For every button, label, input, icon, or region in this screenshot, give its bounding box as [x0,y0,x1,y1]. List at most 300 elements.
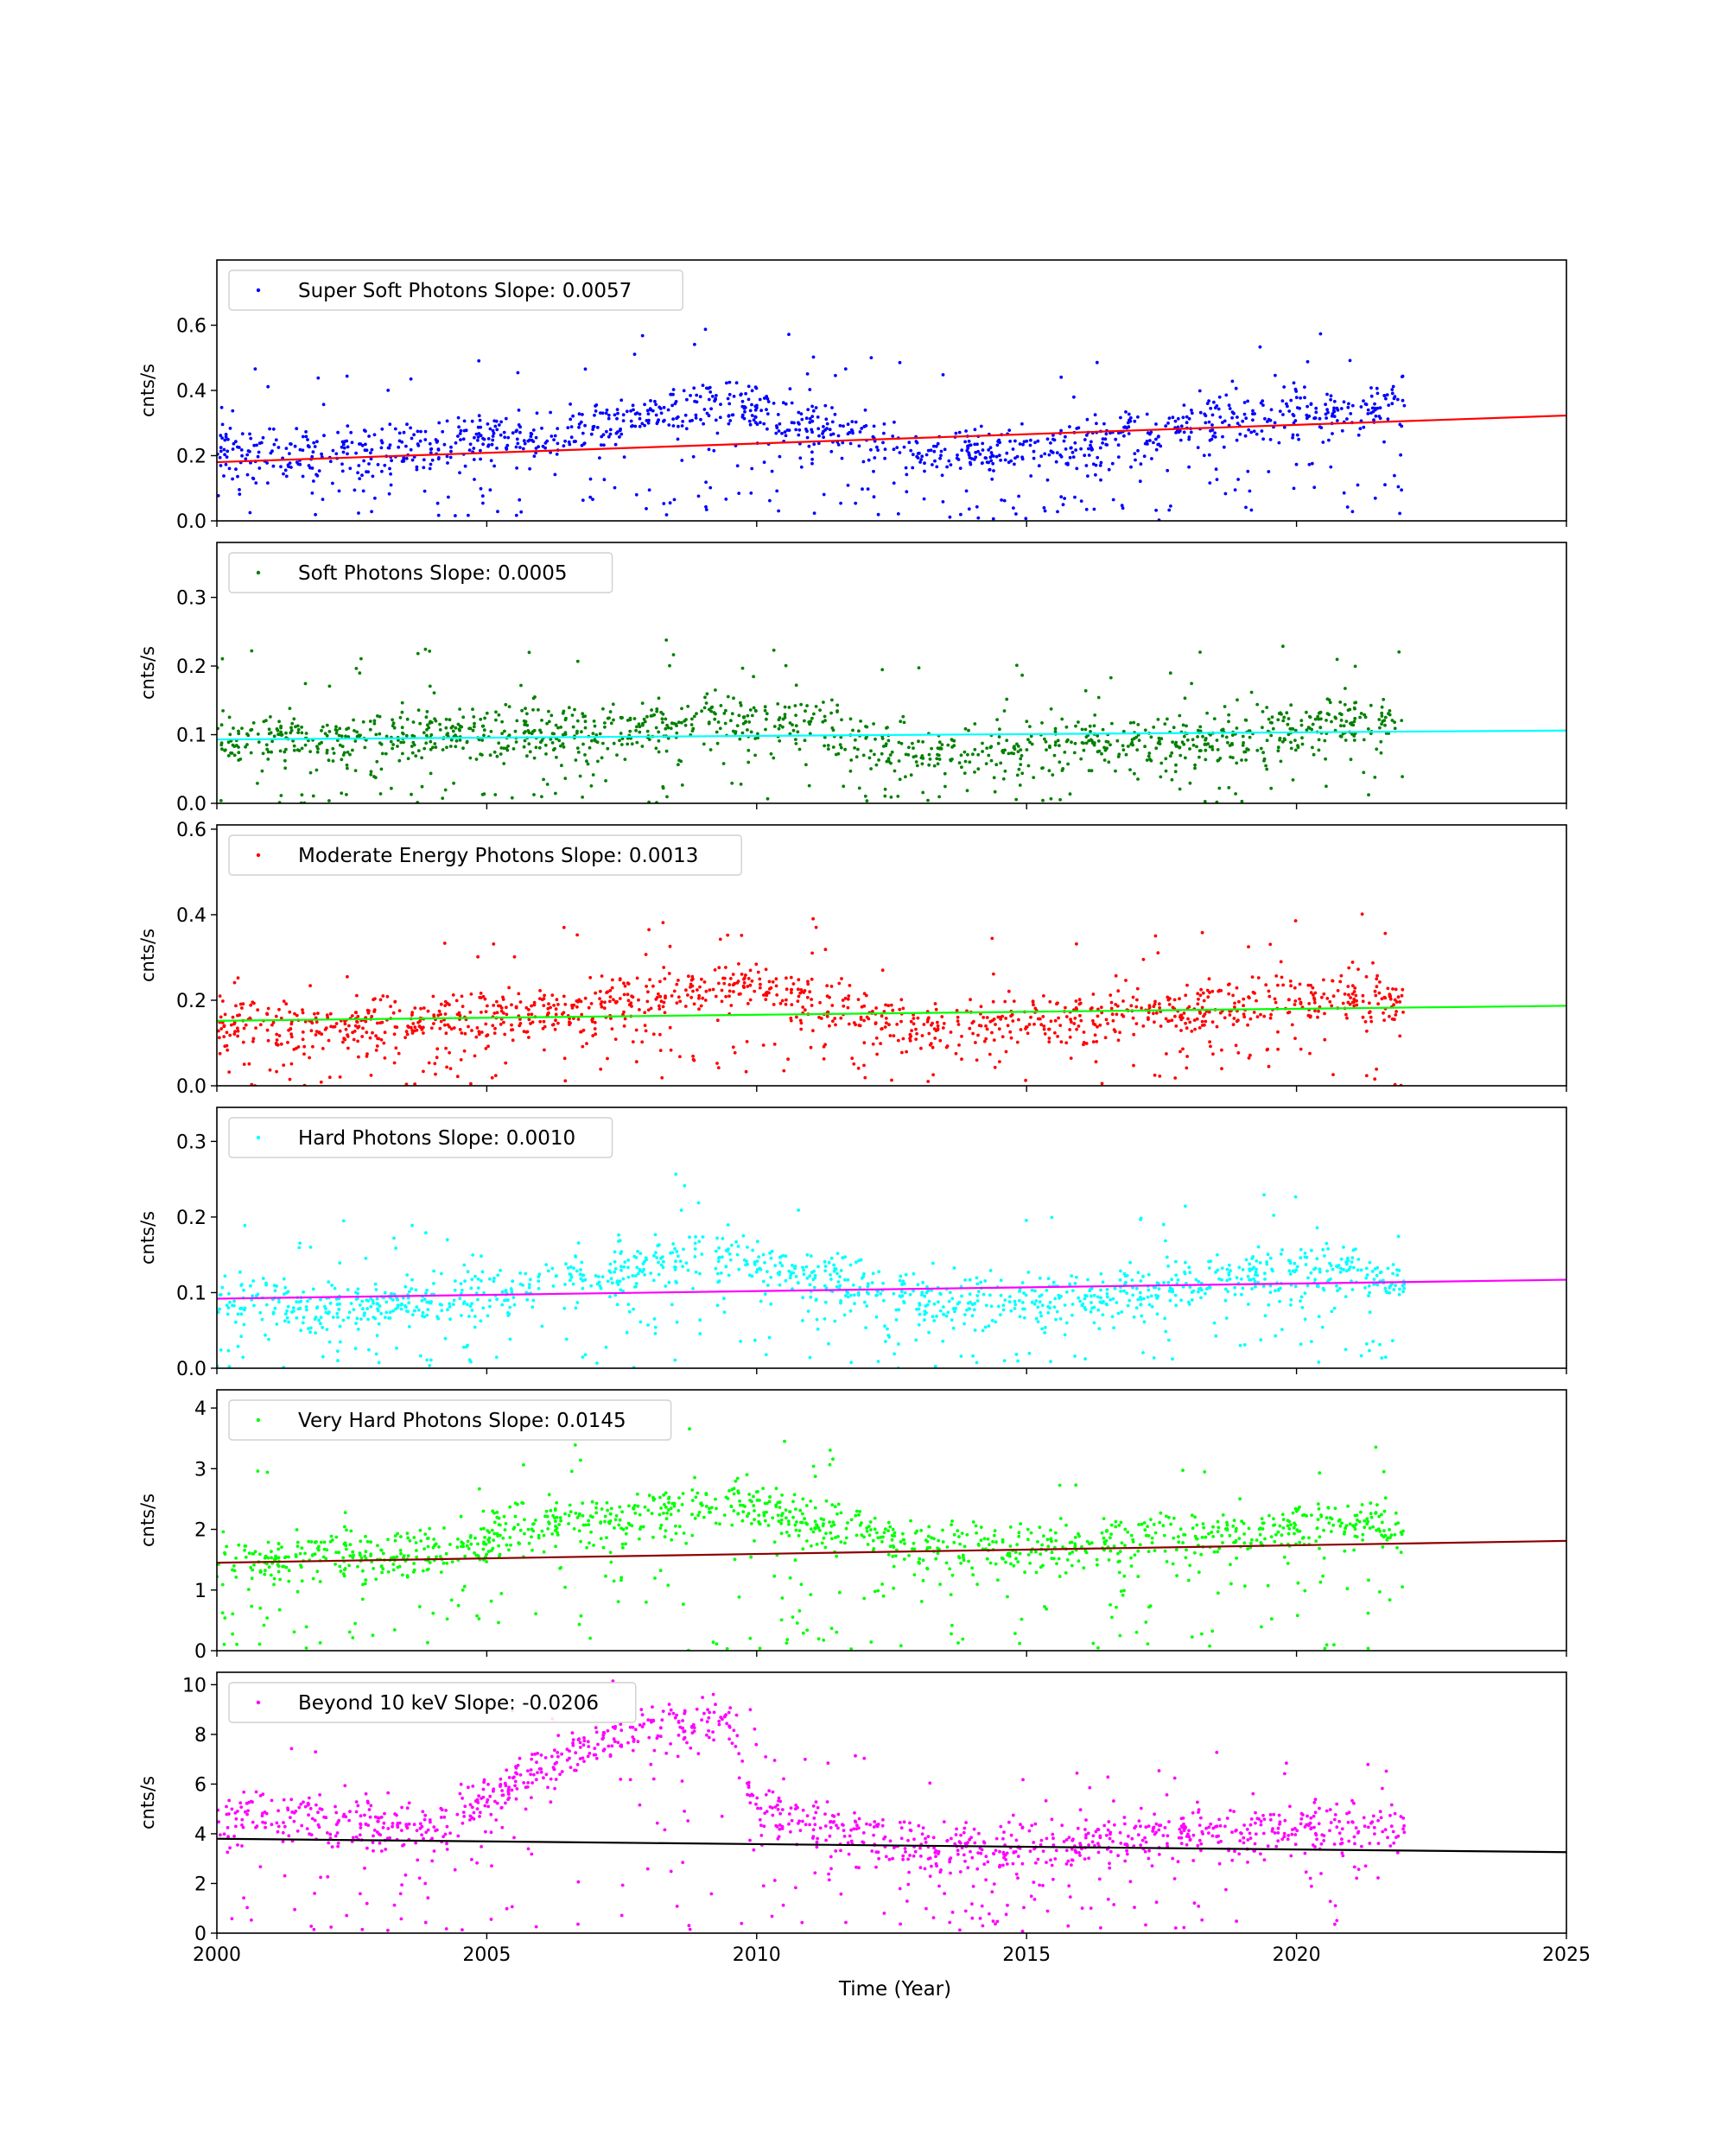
data-point [663,419,666,422]
data-point [827,747,830,751]
data-point [1276,718,1280,721]
data-point [401,752,404,756]
data-point [1191,738,1195,741]
data-point [973,722,976,726]
data-point [1342,1246,1345,1249]
data-point [590,1002,594,1005]
data-point [749,969,753,973]
data-point [1332,994,1336,998]
data-point [1113,1028,1116,1031]
data-point [988,1294,992,1297]
data-point [872,470,875,473]
data-point [1236,422,1240,425]
data-point [529,1022,532,1025]
data-point [931,1073,935,1076]
data-point [1266,1049,1269,1052]
data-point [265,748,269,751]
data-point [626,743,629,746]
data-point [837,434,841,438]
data-point [327,1280,330,1284]
data-point [314,1033,318,1037]
data-point [304,744,308,747]
data-point [629,717,632,720]
data-point [797,428,801,432]
data-point [1294,1195,1298,1199]
data-point [798,456,802,460]
data-point [290,1036,294,1039]
data-point [342,443,346,447]
data-point [272,1312,276,1316]
data-point [1077,1297,1080,1300]
data-point [283,766,287,770]
data-point [1178,714,1181,718]
data-point [721,999,724,1003]
data-point [360,1035,364,1038]
data-point [885,1017,888,1020]
data-point [220,406,224,409]
data-point [1037,1320,1040,1323]
data-point [746,749,750,752]
data-point [563,1056,567,1060]
data-point [931,463,934,466]
data-point [1178,997,1181,1000]
data-point [896,795,899,798]
data-point [808,445,811,448]
data-point [351,441,354,444]
data-point [1290,747,1293,751]
data-point [537,708,540,712]
data-point [581,1355,585,1359]
data-point [325,1026,328,1030]
data-point [687,974,690,978]
data-point [1185,415,1189,419]
data-point [803,1272,806,1276]
data-point [256,782,259,785]
data-point [334,452,338,455]
data-point [1256,1015,1260,1018]
data-point [1048,1000,1051,1004]
data-point [1229,744,1232,747]
data-point [406,1024,410,1028]
data-point [1280,1328,1284,1331]
data-point [613,486,617,490]
data-point [857,1067,861,1070]
plot-area [216,1173,1567,1370]
data-point [1177,417,1180,421]
data-point [316,474,320,478]
data-point [1261,726,1264,729]
data-point [841,441,844,445]
data-point [746,761,750,764]
data-point [1058,744,1061,747]
data-point [1204,743,1207,746]
data-point [921,1034,924,1037]
data-point [924,1309,927,1313]
data-point [346,1316,350,1320]
data-point [1394,988,1398,992]
data-point [811,917,815,921]
data-point [1314,718,1318,721]
data-point [772,980,775,984]
data-point [893,447,896,451]
data-point [514,730,518,733]
data-point [1150,1295,1153,1298]
data-point [302,1316,306,1319]
data-point [731,712,734,715]
data-point [358,477,361,480]
data-point [422,458,426,461]
data-point [1102,422,1106,426]
data-point [1300,724,1304,727]
data-point [1208,977,1211,980]
data-point [1177,1278,1180,1282]
data-point [410,1278,414,1282]
data-point [1185,1067,1188,1070]
data-point [1159,737,1163,740]
data-point [527,1013,530,1017]
data-point [443,1024,447,1027]
data-point [1373,1278,1376,1281]
data-point [956,1016,960,1019]
data-point [1246,400,1249,403]
data-point [400,1308,403,1311]
data-point [451,725,454,728]
data-point [753,737,757,740]
data-point [675,1250,678,1253]
data-point [899,1020,903,1024]
data-point [1026,748,1029,751]
data-point [352,719,355,722]
data-point [905,490,908,493]
data-point [1143,454,1147,458]
data-point [1293,487,1296,491]
data-point [359,657,363,661]
data-point [1269,1013,1273,1017]
data-point [937,1024,940,1028]
data-point [481,502,485,505]
data-point [1187,1265,1191,1269]
data-point [847,484,850,487]
data-point [378,1322,381,1326]
data-point [335,729,339,732]
data-point [976,1034,980,1037]
data-point [700,1005,703,1008]
data-point [830,1257,834,1260]
data-point [645,985,648,988]
data-point [743,981,746,985]
data-point [1074,448,1077,452]
data-point [958,1301,962,1304]
data-point [1248,736,1252,739]
data-point [1134,1005,1138,1009]
data-point [810,952,814,955]
data-point [1054,727,1058,731]
data-point [1000,1294,1003,1297]
data-point [968,440,971,443]
data-point [1274,974,1278,978]
data-point [673,990,677,993]
data-point [909,449,912,453]
data-point [416,430,420,434]
data-point [831,1019,835,1023]
data-point [423,438,427,441]
data-point [851,432,854,435]
data-point [410,734,414,738]
data-point [1296,1265,1299,1269]
data-point [887,757,891,760]
data-point [1183,403,1186,407]
data-point [473,1315,477,1318]
data-point [499,1269,502,1272]
data-point [375,1049,378,1052]
data-point [1313,1001,1317,1005]
data-point [994,1066,997,1069]
data-point [960,448,963,452]
data-point [459,1028,462,1031]
data-point [862,1019,866,1023]
data-point [907,441,911,444]
data-point [1204,758,1207,762]
data-point [472,729,475,732]
data-point [1042,994,1045,998]
data-point [553,747,556,751]
data-point [408,1325,411,1328]
data-point [373,722,377,726]
data-point [1096,1296,1100,1299]
data-point [288,452,291,455]
data-point [468,1359,472,1362]
data-point [339,1341,342,1344]
data-point [810,998,813,1001]
data-point [1059,376,1063,379]
data-point [722,1297,726,1300]
data-point [289,1078,292,1081]
data-point [328,1075,332,1079]
data-point [1187,1301,1191,1304]
data-point [1401,375,1404,378]
data-point [900,1051,904,1055]
data-point [840,746,843,750]
data-point [367,462,371,466]
data-point [700,978,703,981]
data-point [702,1235,705,1239]
data-point [356,1040,359,1043]
data-point [1267,1303,1270,1307]
data-point [957,1043,961,1047]
data-point [394,428,397,431]
data-point [1110,1001,1114,1005]
data-point [607,717,610,720]
data-point [1251,975,1255,979]
data-point [280,1043,283,1046]
data-point [1135,999,1139,1002]
data-point [1016,774,1020,777]
data-point [1131,744,1134,747]
data-point [1192,744,1196,747]
data-point [1247,1303,1250,1306]
data-point [1095,464,1098,467]
data-point [1134,459,1137,462]
data-point [664,727,667,731]
data-point [236,1035,239,1038]
data-point [1375,1068,1378,1071]
data-point [226,438,230,441]
data-point [362,720,365,724]
data-point [1078,1003,1082,1006]
data-point [1244,751,1248,754]
data-point [657,418,660,422]
data-point [1039,1277,1042,1280]
data-point [622,413,626,416]
data-point [636,977,639,980]
data-point [724,966,727,969]
data-point [1335,1284,1338,1288]
data-point [1047,1028,1051,1031]
data-point [363,428,366,432]
data-point [785,976,788,980]
data-point [862,754,866,758]
data-point [881,968,885,972]
data-point [510,1024,513,1027]
data-point [1360,405,1363,409]
data-point [1344,1013,1348,1017]
data-point [588,496,592,499]
data-point [287,1305,290,1309]
data-point [762,422,766,426]
data-point [853,746,856,750]
data-point [749,423,753,427]
data-point [1051,1216,1054,1220]
data-point [1323,739,1326,743]
data-point [1034,1299,1038,1303]
data-point [1220,1067,1223,1070]
data-point [609,428,613,432]
data-point [429,463,433,466]
data-point [834,1024,837,1027]
data-point [1064,435,1067,439]
data-point [1031,1289,1034,1292]
panel-1 [137,260,1566,533]
data-point [345,1028,348,1031]
data-point [1117,755,1121,758]
legend [229,835,741,875]
data-point [972,1020,975,1024]
data-point [1148,1004,1152,1007]
data-point [795,1275,798,1278]
data-point [704,327,708,331]
data-point [1295,396,1299,399]
data-point [957,458,961,461]
data-point [1093,1322,1096,1325]
data-point [265,743,269,746]
data-point [588,746,592,750]
data-point [723,977,727,980]
data-point [583,424,587,428]
data-point [1188,1271,1191,1274]
data-point [778,455,782,459]
data-point [272,465,276,468]
data-point [859,1024,862,1028]
data-point [680,707,683,710]
data-point [327,1039,331,1043]
data-point [533,757,537,760]
data-point [864,737,867,740]
data-point [988,1053,992,1056]
data-point [1325,719,1328,722]
data-point [1042,1024,1045,1028]
data-point [765,967,768,971]
data-point [326,751,329,755]
data-point [792,729,796,732]
data-point [1331,1268,1335,1271]
data-point [988,468,992,472]
data-point [529,750,532,753]
data-point [428,1364,431,1367]
data-point [1214,406,1217,409]
data-point [244,1224,247,1227]
data-point [547,1270,550,1273]
data-point [1220,1049,1223,1052]
data-point [721,1237,725,1240]
data-point [883,457,886,460]
data-point [991,1319,994,1322]
data-point [645,1030,648,1033]
data-point [1165,1052,1168,1056]
data-point [524,707,527,710]
data-point [518,409,521,412]
data-point [765,408,768,411]
data-point [1047,1277,1051,1280]
data-point [928,753,931,757]
data-point [1351,1288,1355,1291]
data-point [493,1031,497,1035]
data-point [1369,1261,1372,1265]
data-point [747,720,751,724]
data-point [1400,425,1403,428]
legend-marker [257,853,260,857]
data-point [1204,422,1207,425]
data-point [1004,770,1007,773]
data-point [1054,1318,1058,1322]
data-point [555,756,558,759]
data-point [424,430,428,434]
data-point [293,745,296,748]
data-point [535,436,538,440]
data-point [338,727,341,731]
data-point [1191,411,1194,415]
data-point [804,1008,807,1011]
data-point [252,1037,256,1041]
data-point [1144,442,1147,446]
data-point [1158,1075,1161,1078]
data-point [458,727,461,731]
data-point [308,1330,312,1334]
data-point [1168,416,1172,420]
data-point [1013,1300,1017,1303]
data-point [432,995,435,999]
data-point [864,795,867,798]
data-point [1293,414,1296,417]
data-point [1328,1000,1331,1004]
data-point [486,1005,489,1008]
data-point [764,709,767,713]
data-point [1056,451,1059,454]
data-point [1061,769,1064,772]
data-point [758,978,761,981]
data-point [1255,1259,1258,1263]
data-point [994,1321,997,1324]
data-point [729,719,733,722]
